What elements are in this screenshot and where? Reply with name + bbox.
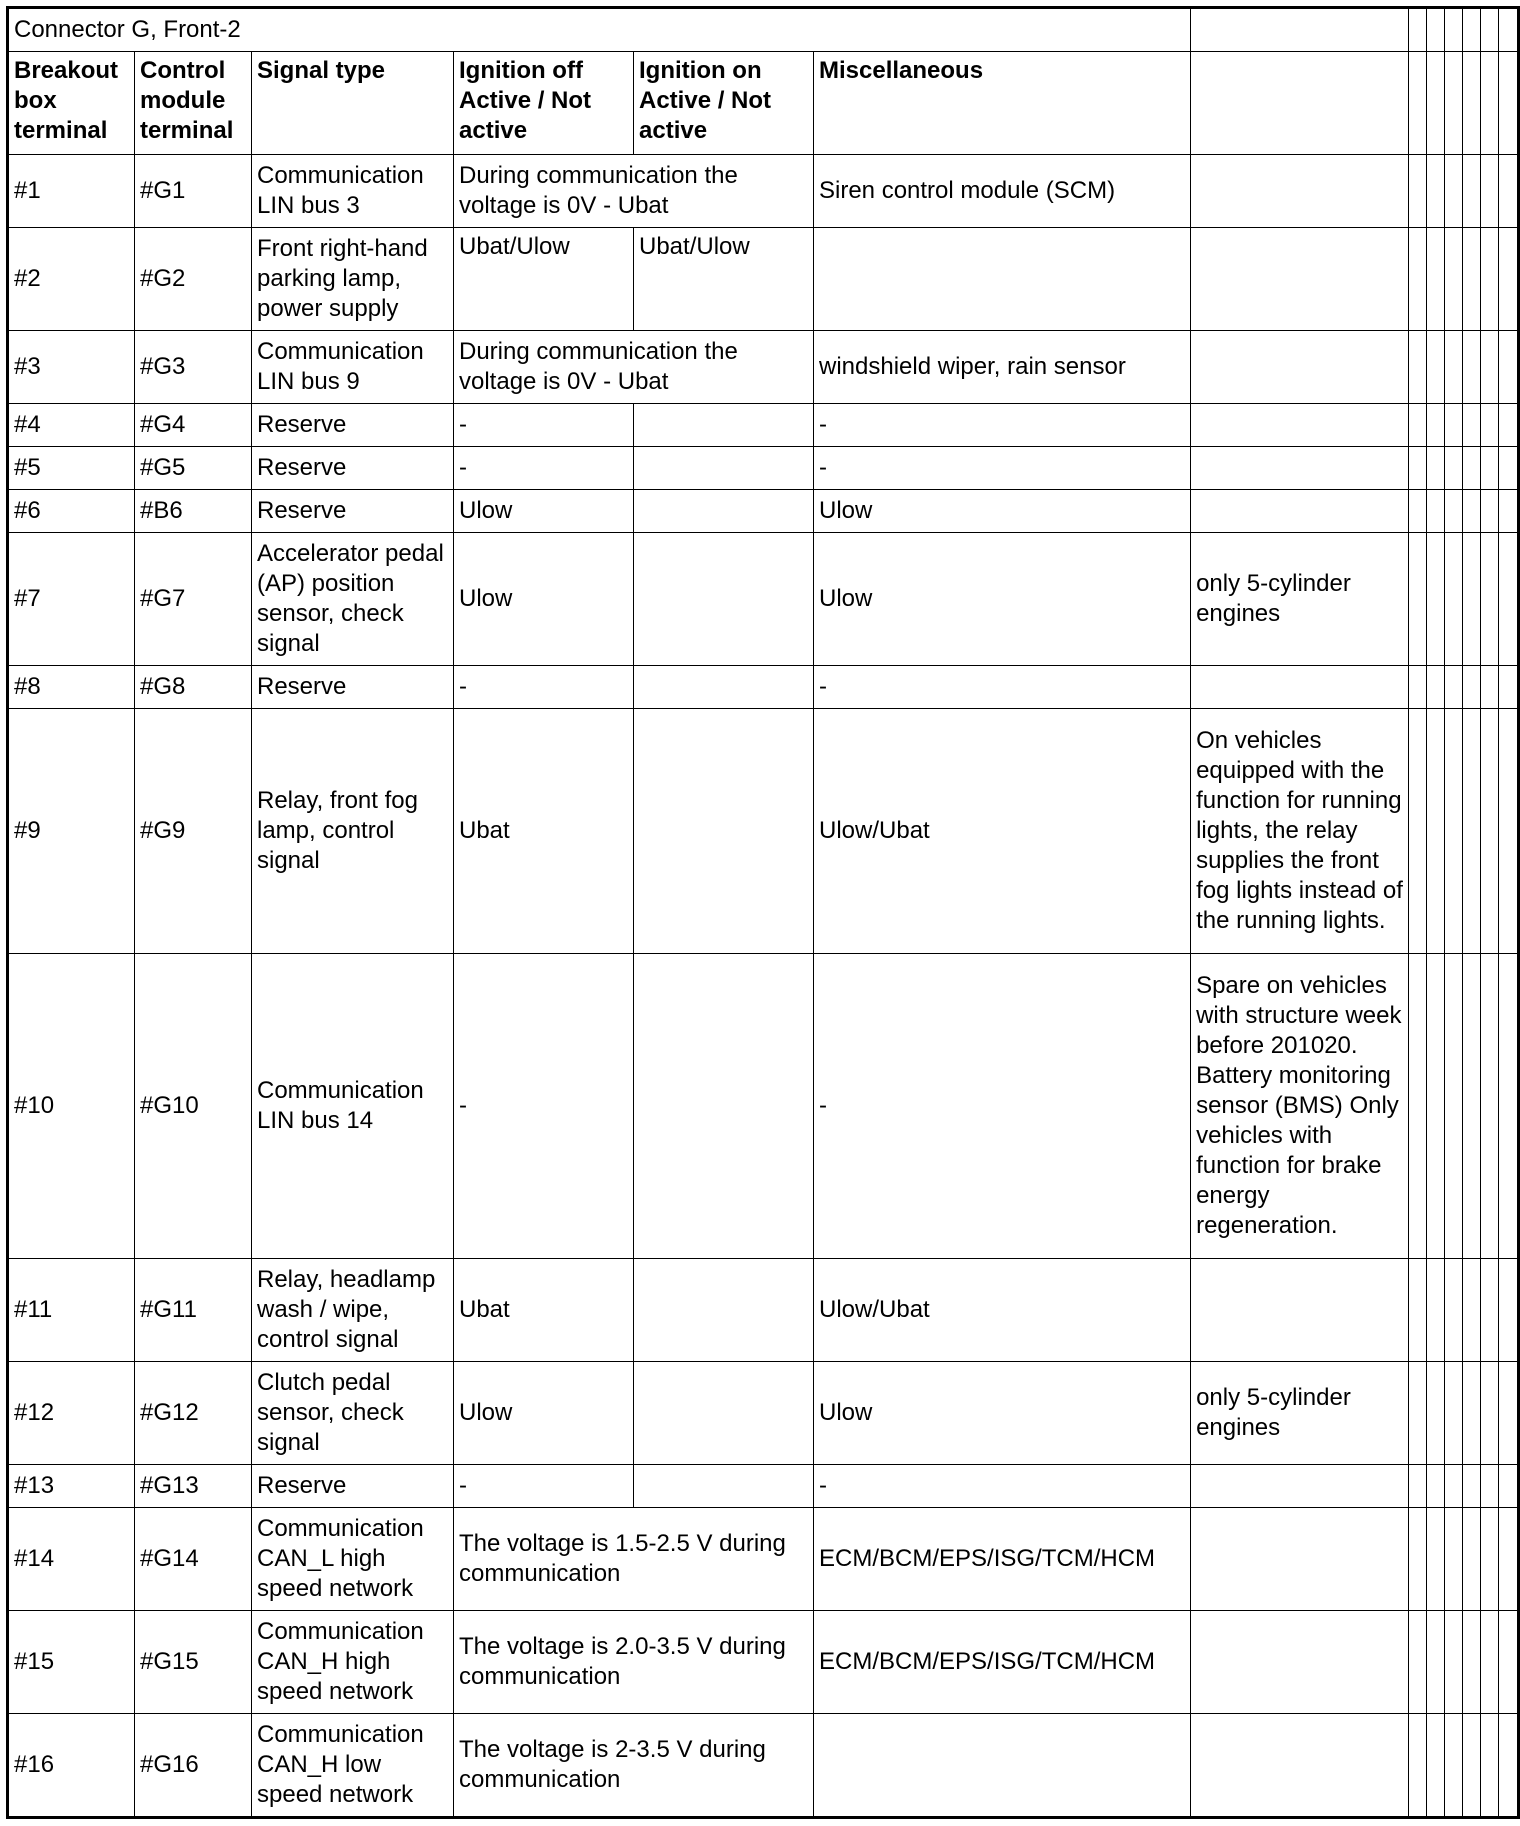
ignition-on-cell xyxy=(634,709,814,954)
ignition-cell: During communication the voltage is 0V - Ubat xyxy=(454,331,814,404)
breakout-terminal-cell: #3 xyxy=(8,331,135,404)
signal-type-cell: Communication CAN_H high speed network xyxy=(252,1611,454,1714)
control-terminal-cell: #G13 xyxy=(135,1465,252,1508)
control-terminal-cell: #G16 xyxy=(135,1714,252,1818)
note-cell xyxy=(1191,1465,1409,1508)
control-terminal-cell: #G4 xyxy=(135,404,252,447)
table-row xyxy=(8,1362,1519,1465)
ignition-off-cell: Ulow xyxy=(454,1362,634,1465)
control-terminal-cell: #G1 xyxy=(135,155,252,228)
note-cell xyxy=(1191,1714,1409,1818)
blank-cell xyxy=(1427,8,1445,52)
signal-type-cell: Reserve xyxy=(252,447,454,490)
blank-cell xyxy=(1481,52,1499,155)
breakout-terminal-cell: #8 xyxy=(8,666,135,709)
misc-cell: Ulow xyxy=(814,490,1191,533)
control-terminal-cell: #G9 xyxy=(135,709,252,954)
ignition-off-cell: Ulow xyxy=(454,533,634,666)
control-terminal-cell: #G15 xyxy=(135,1611,252,1714)
signal-type-cell: Clutch pedal sensor, check signal xyxy=(252,1362,454,1465)
note-cell xyxy=(1191,1259,1409,1362)
breakout-terminal-cell: #12 xyxy=(8,1362,135,1465)
note-cell xyxy=(1191,490,1409,533)
control-terminal-cell: #G5 xyxy=(135,447,252,490)
table-row xyxy=(8,1714,1519,1818)
ignition-off-cell: Ubat xyxy=(454,709,634,954)
blank-cell xyxy=(1499,52,1519,155)
table-row xyxy=(8,954,1519,1259)
signal-type-cell: Communication LIN bus 3 xyxy=(252,155,454,228)
note-cell xyxy=(1191,447,1409,490)
misc-cell: ECM/BCM/EPS/ISG/TCM/HCM xyxy=(814,1611,1191,1714)
misc-cell: - xyxy=(814,1465,1191,1508)
misc-cell: Ulow xyxy=(814,1362,1191,1465)
header-signal-type: Signal type xyxy=(252,52,454,155)
table-row xyxy=(8,155,1519,228)
table-row xyxy=(8,533,1519,666)
breakout-terminal-cell: #1 xyxy=(8,155,135,228)
misc-cell: Ulow/Ubat xyxy=(814,709,1191,954)
header-breakout-terminal: Breakout box terminal xyxy=(8,52,135,155)
table-row xyxy=(8,228,1519,331)
breakout-terminal-cell: #9 xyxy=(8,709,135,954)
ignition-cell: The voltage is 1.5-2.5 V during communication xyxy=(454,1508,814,1611)
ignition-cell: During communication the voltage is 0V - Ubat xyxy=(454,155,814,228)
table-row xyxy=(8,1259,1519,1362)
ignition-off-cell: - xyxy=(454,954,634,1259)
ignition-cell: The voltage is 2.0-3.5 V during communication xyxy=(454,1611,814,1714)
control-terminal-cell: #G2 xyxy=(135,228,252,331)
signal-type-cell: Reserve xyxy=(252,404,454,447)
blank-cell xyxy=(1481,8,1499,52)
breakout-terminal-cell: #2 xyxy=(8,228,135,331)
blank-cell xyxy=(1445,8,1463,52)
breakout-terminal-cell: #16 xyxy=(8,1714,135,1818)
breakout-terminal-cell: #14 xyxy=(8,1508,135,1611)
ignition-off-cell: - xyxy=(454,404,634,447)
control-terminal-cell: #G10 xyxy=(135,954,252,1259)
ignition-off-cell: - xyxy=(454,666,634,709)
ignition-off-cell: Ubat xyxy=(454,1259,634,1362)
breakout-terminal-cell: #7 xyxy=(8,533,135,666)
note-cell: only 5-cylinder engines xyxy=(1191,1362,1409,1465)
misc-cell: - xyxy=(814,404,1191,447)
blank-cell xyxy=(1191,8,1409,52)
blank-cell xyxy=(1445,52,1463,155)
header-miscellaneous: Miscellaneous xyxy=(814,52,1191,155)
table-row xyxy=(8,709,1519,954)
signal-type-cell: Relay, headlamp wash / wipe, control signal xyxy=(252,1259,454,1362)
ignition-cell: The voltage is 2-3.5 V during communication xyxy=(454,1714,814,1818)
control-terminal-cell: #G7 xyxy=(135,533,252,666)
misc-cell: - xyxy=(814,666,1191,709)
breakout-terminal-cell: #11 xyxy=(8,1259,135,1362)
note-cell xyxy=(1191,331,1409,404)
note-cell xyxy=(1191,404,1409,447)
signal-type-cell: Reserve xyxy=(252,490,454,533)
ignition-off-cell: Ubat/Ulow xyxy=(454,228,634,331)
misc-cell: windshield wiper, rain sensor xyxy=(814,331,1191,404)
blank-cell xyxy=(1427,52,1445,155)
header-extra xyxy=(1191,52,1409,155)
misc-cell: Siren control module (SCM) xyxy=(814,155,1191,228)
misc-cell: - xyxy=(814,954,1191,1259)
ignition-off-cell: - xyxy=(454,447,634,490)
note-cell xyxy=(1191,666,1409,709)
misc-cell: Ulow xyxy=(814,533,1191,666)
note-cell xyxy=(1191,228,1409,331)
blank-cell xyxy=(1499,8,1519,52)
ignition-on-cell xyxy=(634,666,814,709)
table-row xyxy=(8,490,1519,533)
table-row xyxy=(8,404,1519,447)
blank-cell xyxy=(1409,52,1427,155)
signal-type-cell: Communication LIN bus 9 xyxy=(252,331,454,404)
misc-cell xyxy=(814,1714,1191,1818)
breakout-terminal-cell: #13 xyxy=(8,1465,135,1508)
control-terminal-cell: #G8 xyxy=(135,666,252,709)
control-terminal-cell: #G3 xyxy=(135,331,252,404)
header-ignition-on: Ignition on Active / Not active xyxy=(634,52,814,155)
breakout-terminal-cell: #6 xyxy=(8,490,135,533)
connector-table xyxy=(6,6,1520,1819)
signal-type-cell: Reserve xyxy=(252,666,454,709)
signal-type-cell: Communication CAN_H low speed network xyxy=(252,1714,454,1818)
ignition-off-cell: Ulow xyxy=(454,490,634,533)
blank-cell xyxy=(1409,8,1427,52)
table-row xyxy=(8,331,1519,404)
table-title: Connector G, Front-2 xyxy=(8,8,1191,52)
breakout-terminal-cell: #4 xyxy=(8,404,135,447)
ignition-on-cell xyxy=(634,1465,814,1508)
table-row xyxy=(8,1465,1519,1508)
header-control-module-terminal: Control module terminal xyxy=(135,52,252,155)
control-terminal-cell: #G11 xyxy=(135,1259,252,1362)
table-row xyxy=(8,666,1519,709)
ignition-on-cell xyxy=(634,1259,814,1362)
blank-cell xyxy=(1463,8,1481,52)
signal-type-cell: Communication LIN bus 14 xyxy=(252,954,454,1259)
signal-type-cell: Accelerator pedal (AP) position sensor, check signal xyxy=(252,533,454,666)
signal-type-cell: Reserve xyxy=(252,1465,454,1508)
note-cell xyxy=(1191,1508,1409,1611)
note-cell xyxy=(1191,1611,1409,1714)
signal-type-cell: Relay, front fog lamp, control signal xyxy=(252,709,454,954)
note-cell: Spare on vehicles with structure week before 201020. Battery monitoring sensor (BMS) Only vehicles with function for brake energy regeneration. xyxy=(1191,954,1409,1259)
misc-cell: ECM/BCM/EPS/ISG/TCM/HCM xyxy=(814,1508,1191,1611)
note-cell xyxy=(1191,155,1409,228)
signal-type-cell: Front right-hand parking lamp, power supply xyxy=(252,228,454,331)
breakout-terminal-cell: #5 xyxy=(8,447,135,490)
table-row xyxy=(8,1508,1519,1611)
document-page xyxy=(6,6,1520,1819)
misc-cell xyxy=(814,228,1191,331)
ignition-on-cell xyxy=(634,533,814,666)
table-row xyxy=(8,1611,1519,1714)
table-row xyxy=(8,447,1519,490)
header-ignition-off: Ignition off Active / Not active xyxy=(454,52,634,155)
ignition-on-cell: Ubat/Ulow xyxy=(634,228,814,331)
note-cell: On vehicles equipped with the function for running lights, the relay supplies the front fog lights instead of the running lights. xyxy=(1191,709,1409,954)
control-terminal-cell: #G12 xyxy=(135,1362,252,1465)
control-terminal-cell: #G14 xyxy=(135,1508,252,1611)
ignition-on-cell xyxy=(634,954,814,1259)
ignition-off-cell: - xyxy=(454,1465,634,1508)
breakout-terminal-cell: #15 xyxy=(8,1611,135,1714)
ignition-on-cell xyxy=(634,447,814,490)
ignition-on-cell xyxy=(634,490,814,533)
misc-cell: - xyxy=(814,447,1191,490)
breakout-terminal-cell: #10 xyxy=(8,954,135,1259)
signal-type-cell: Communication CAN_L high speed network xyxy=(252,1508,454,1611)
misc-cell: Ulow/Ubat xyxy=(814,1259,1191,1362)
control-terminal-cell: #B6 xyxy=(135,490,252,533)
ignition-on-cell xyxy=(634,1362,814,1465)
blank-cell xyxy=(1463,52,1481,155)
note-cell: only 5-cylinder engines xyxy=(1191,533,1409,666)
ignition-on-cell xyxy=(634,404,814,447)
